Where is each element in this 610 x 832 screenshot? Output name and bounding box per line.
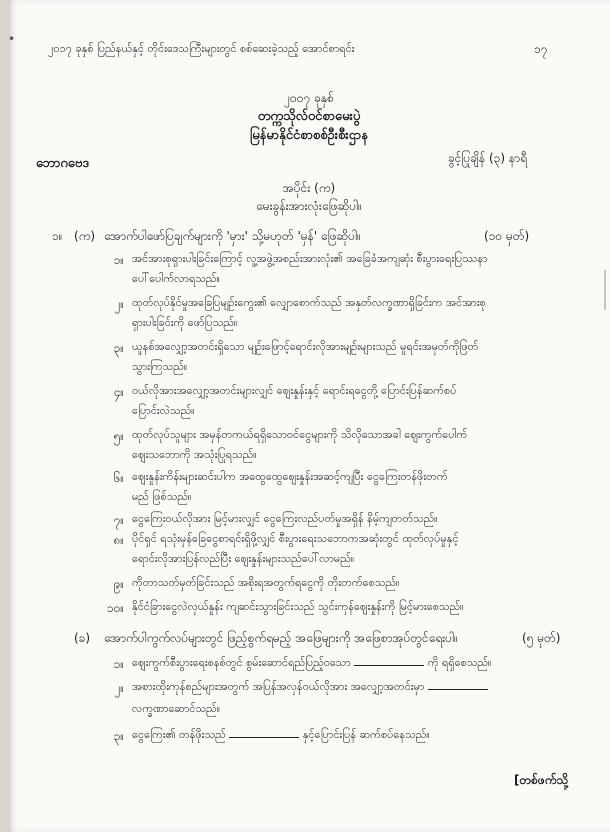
answer-blank (428, 689, 488, 690)
item-line: ဝယ်လိုအားအလျှော့အတင်းများလျှင် ဈေးနှုန်းနှင့် ရောင်းရငွေတို့ ပြောင်းပြန်ဆက်စပ် (132, 384, 457, 397)
item-number: ၁။ (113, 657, 124, 671)
item-line: ကိုတာသတ်မှတ်ခြင်းသည် အစိုးရအတွက်ရငွေကို တိုးတက်စေသည်။ (132, 576, 400, 589)
question-1b-label: (ခ) (74, 631, 91, 645)
fill-blank-item (132, 680, 488, 696)
item-number: ၃။ (113, 729, 124, 743)
fill-blank-after: နှင့်ပြောင်းပြန် ဆက်စပ်နေသည်။ (302, 728, 430, 741)
item-number: ၉။ (113, 577, 124, 591)
exam-title: တက္ကသိုလ်ဝင်စာမေးပွဲ (257, 109, 361, 124)
item-number: ၂။ (114, 297, 124, 311)
fill-blank-before: အစားထိုးကုန်စည်များအတွက် အပြန်အလှန်ဝယ်လိုအား အလျှော့အတင်းမှာ (132, 680, 425, 693)
item-line: ရောင်းလိုအားပြန်လည်ပြီး ဈေးနှုန်းများသည်ပေါ်လာမည်။ (132, 552, 355, 565)
question-1-number: ၁။ (52, 229, 63, 243)
fill-blank-item (132, 656, 491, 672)
item-line: ဈေးသဘောကို အသုံးပြုရသည်။ (132, 448, 257, 461)
subject-name: ဘောဂဗေဒ (36, 156, 90, 171)
item-number: ၅။ (113, 429, 124, 443)
fill-blank-after: ကို ရရှိစေသည်။ (427, 656, 492, 669)
item-line: ရှားပါးခြင်းကို ဖော်ပြသည်။ (132, 316, 238, 329)
item-line: သွားကြသည်။ (132, 360, 188, 373)
item-line: နိုင်ငံခြားငွေလဲလှယ်နှုန်း ကျဆင်းသွားခြင်းသည် သွင်းကုန်ဈေးနှုန်းကို မြင့်မားစေသည်။ (132, 600, 464, 613)
item-line: ပေါ်ပေါက်လာရသည်။ (132, 272, 220, 285)
question-1b-marks: (၅ မှတ်) (522, 631, 561, 645)
question-1a-marks: (၁၀ မှတ်) (484, 229, 530, 243)
running-title: ၂၀၁၇ ခုနှစ် ပြည်နယ်နှင့် တိုင်းဒေသကြီးများတွင် စစ်ဆေးခဲ့သည့် အောင်စာရင်း (48, 42, 355, 55)
item-number: ၃။ (113, 341, 124, 355)
item-number: ၄။ (113, 385, 124, 399)
item-number: ၈။ (113, 533, 124, 547)
item-line: ငွေကြေးဝယ်လိုအား မြင့်မားလျှင် ငွေကြေးလည်ပတ်မှုအရှိန် နိမ့်ကျတတ်သည်။ (132, 512, 438, 525)
item-number: ၁။ (113, 253, 124, 267)
fill-blank-line2: လက္ခဏာဆောင်သည်။ (132, 702, 221, 715)
item-line: ယူနစ်အလျှော့အတင်းရှိသော မျဉ်းဖြောင့်ရောင်းလိုအားမျဉ်းများသည် မူရင်းအမှတ်ကိုဖြတ် (132, 340, 479, 353)
continued-note: [တစ်ဖက်သို့ (514, 773, 569, 787)
item-number: ၁၀။ (106, 601, 124, 615)
item-number: ၇။ (113, 513, 124, 527)
page-number: ၁၇ (534, 42, 548, 56)
item-line: ပိုင်ရှင် ရသုံးမှန်ခြေငွေစာရင်းရှိဖို့လျှင် စီးပွားရေးသဘောကအဆုံးတွင် ထုတ်လုပ်မှုနှင့် (132, 532, 459, 545)
fill-blank-item (132, 728, 430, 744)
item-line: အင်အားစုရှားပါးခြင်းကြောင့် လူ့အဖွဲ့အစည်းအားလုံး၏ အခြေခံအကျဆုံး စီးပွားရေးပြဿနာ (132, 252, 488, 265)
question-1a-label: (က) (74, 229, 96, 243)
item-line: ထုတ်လုပ်သူများ အမှန်တကယ်ရရှိသောဝင်ငွေများကို သိလိုသောအခါ ဈေးကွက်ပေါက် (132, 428, 468, 441)
fill-blank-before: ဈေးကွက်စီးပွားရေးစနစ်တွင် စွမ်းဆောင်ရည်ပြည့်ဝသော (132, 656, 351, 669)
item-line: မည် ဖြစ်သည်။ (132, 490, 192, 503)
part-heading: အပိုင်း (က) (282, 181, 336, 195)
question-1b-text: အောက်ပါကွက်လပ်များတွင် ဖြည့်စွက်ရမည့် အဖြေများကို အဖြေစာအုပ်တွင်ရေးပါ။ (104, 631, 458, 645)
item-line: ပြောင်းလဲသည်။ (132, 404, 195, 417)
question-1a-text: အောက်ပါဖော်ပြချက်များကို 'မှား' သို့မဟုတ် 'မှန်' ဖြေဆိုပါ။ (104, 229, 361, 243)
part-instruction: မေးခွန်းအားလုံးဖြေဆိုပါ။ (256, 199, 362, 213)
answer-blank (354, 665, 424, 666)
paper-edge-mark (604, 270, 606, 310)
item-number: ၂။ (114, 681, 124, 695)
edge-mark: • (8, 32, 16, 46)
item-line: ထုတ်လုပ်နိုင်မှုအခြေပြမျဉ်းကွေး၏ လျှောစောက်သည် အနှတ်လက္ခဏာရှိခြင်းက အင်အားစု (132, 296, 486, 309)
exam-board: မြန်မာနိုင်ငံစာစစ်ဦးစီးဌာန (250, 128, 368, 143)
answer-blank (229, 737, 299, 738)
exam-page (8, 0, 610, 832)
item-number: ၆။ (113, 471, 124, 485)
item-line: ဈေးနှုန်းကိန်းများဆင်းပါက အထွေထွေဈေးနှုန်းအဆင့်ကျပြီး ငွေကြေးတန်ဖိုးတက် (132, 470, 448, 483)
exam-year: ၂၀၀၇ ခုနှစ် (284, 91, 334, 105)
time-allowed: ခွင့်ပြုချိန် (၃) နာရီ (448, 151, 527, 165)
fill-blank-before: ငွေကြေး၏ တန်ဖိုးသည် (132, 728, 226, 741)
